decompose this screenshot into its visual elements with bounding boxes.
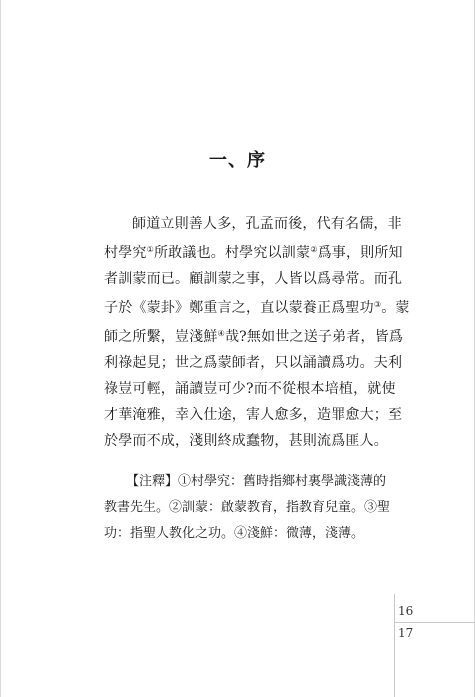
text-run: 所敢議也。村學究以訓蒙 (153, 245, 311, 261)
text-line (104, 292, 410, 321)
text-line: 祿豈可輕，誦讀豈可少?而不從根本培植，就使 (104, 381, 396, 397)
body-paragraph (104, 211, 410, 454)
text-line: 師道立則善人多，孔孟而後，代有名儒，非 (132, 216, 402, 232)
section-title: 一、序 (209, 150, 266, 171)
footnote-marker: ④ (217, 329, 225, 338)
text-run: 哉?無如世之送子弟者，皆爲 (224, 329, 404, 345)
note-line: 【注釋】①村學究：舊時指鄉村裏學識淺薄的 (126, 474, 387, 489)
text-run: 師之所繫，豈淺鮮 (104, 329, 218, 345)
text-line: 者訓蒙而已。顧訓蒙之事，人皆以爲尋常。而孔 (104, 271, 403, 287)
note-line: 教書先生。②訓蒙：啟蒙教育，指教育兒童。③聖 (104, 500, 391, 515)
note-line: 功：指聖人教化之功。④淺鮮：微薄，淺薄。 (104, 526, 365, 541)
page-number-top: 16 (398, 604, 414, 618)
margin-rule-horizontal (394, 622, 475, 623)
text-run: 村學究 (104, 245, 147, 261)
text-line: 於學而不成，淺則終成蠢物，甚則流爲匪人。 (104, 433, 388, 449)
text-run: 子於《蒙卦》鄭重言之，直以蒙養正爲聖功 (104, 300, 374, 316)
page-number-bottom: 17 (398, 626, 414, 640)
footnote-marker: ② (310, 245, 318, 254)
text-line: 利祿起見；世之爲蒙師者，只以誦讀爲功。夫利 (104, 355, 403, 371)
text-line (104, 237, 403, 266)
text-line (104, 321, 404, 350)
text-line: 才華淹雅，幸入仕途，害人愈多，造罪愈大；至 (104, 407, 403, 423)
text-run: 爲事，則所知 (317, 245, 403, 261)
text-run: 。蒙 (381, 300, 410, 316)
annotation-notes (104, 469, 397, 547)
footnote-marker: ③ (373, 300, 382, 309)
footnote-marker: ① (146, 245, 154, 254)
